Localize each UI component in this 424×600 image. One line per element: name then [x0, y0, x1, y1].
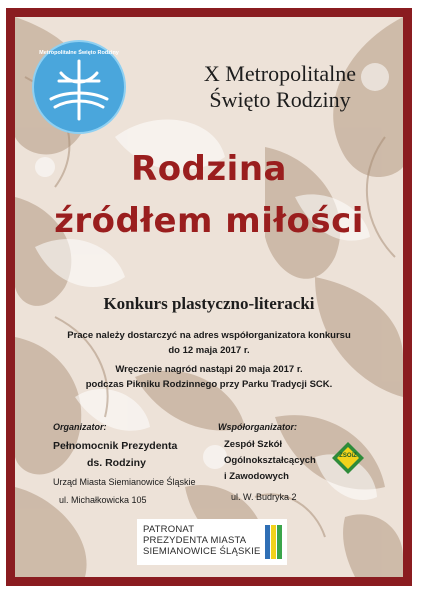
patronage-line-3: SIEMIANOWICE ŚLĄSKIE — [143, 546, 261, 557]
patronage-line-1: PATRONAT — [143, 524, 195, 535]
patronage-line-2: PREZYDENTA MIASTA — [143, 535, 247, 546]
organizer-address: ul. Michałkowicka 105 — [59, 495, 147, 505]
patronage-box — [137, 519, 287, 565]
organizer-label: Organizator: — [53, 422, 107, 432]
organizer-name-line-2: ds. Rodziny — [87, 457, 146, 469]
logo-text: Metropolitalne Święto Rodziny — [39, 50, 119, 56]
info-line-4: podczas Pikniku Rodzinnego przy Parku Tradycji SCK. — [85, 379, 333, 390]
school-badge-text: ZSOiZ — [339, 453, 357, 459]
headline-line-1: Rodzina — [131, 149, 287, 189]
coorganizer-address: ul. W. Budryka 2 — [231, 492, 297, 502]
info-line-3: Wręczenie nagród nastąpi 20 maja 2017 r. — [115, 364, 303, 375]
coorganizer-name-line-3: i Zawodowych — [224, 471, 289, 482]
title-line-1: X Metropolitalne — [203, 61, 357, 86]
coorganizer-name-line-2: Ogólnokształcących — [224, 455, 316, 466]
city-logo-icon — [265, 525, 283, 559]
coorganizer-label: Współorganizator: — [218, 422, 297, 432]
headline-line-2: źródłem miłości — [54, 201, 364, 241]
title-line-2: Święto Rodziny — [209, 87, 351, 112]
poster — [15, 17, 403, 577]
info-line-1: Prace należy dostarczyć na adres współorganizatora konkursu — [67, 330, 351, 341]
info-line-2: do 12 maja 2017 r. — [168, 345, 250, 356]
contest-subtitle: Konkurs plastyczno-literacki — [103, 294, 315, 313]
organizer-office: Urząd Miasta Siemianowice Śląskie — [53, 477, 196, 487]
coorganizer-name-line-1: Zespół Szkół — [224, 439, 283, 450]
organizer-name-line-1: Pełnomocnik Prezydenta — [53, 440, 178, 452]
